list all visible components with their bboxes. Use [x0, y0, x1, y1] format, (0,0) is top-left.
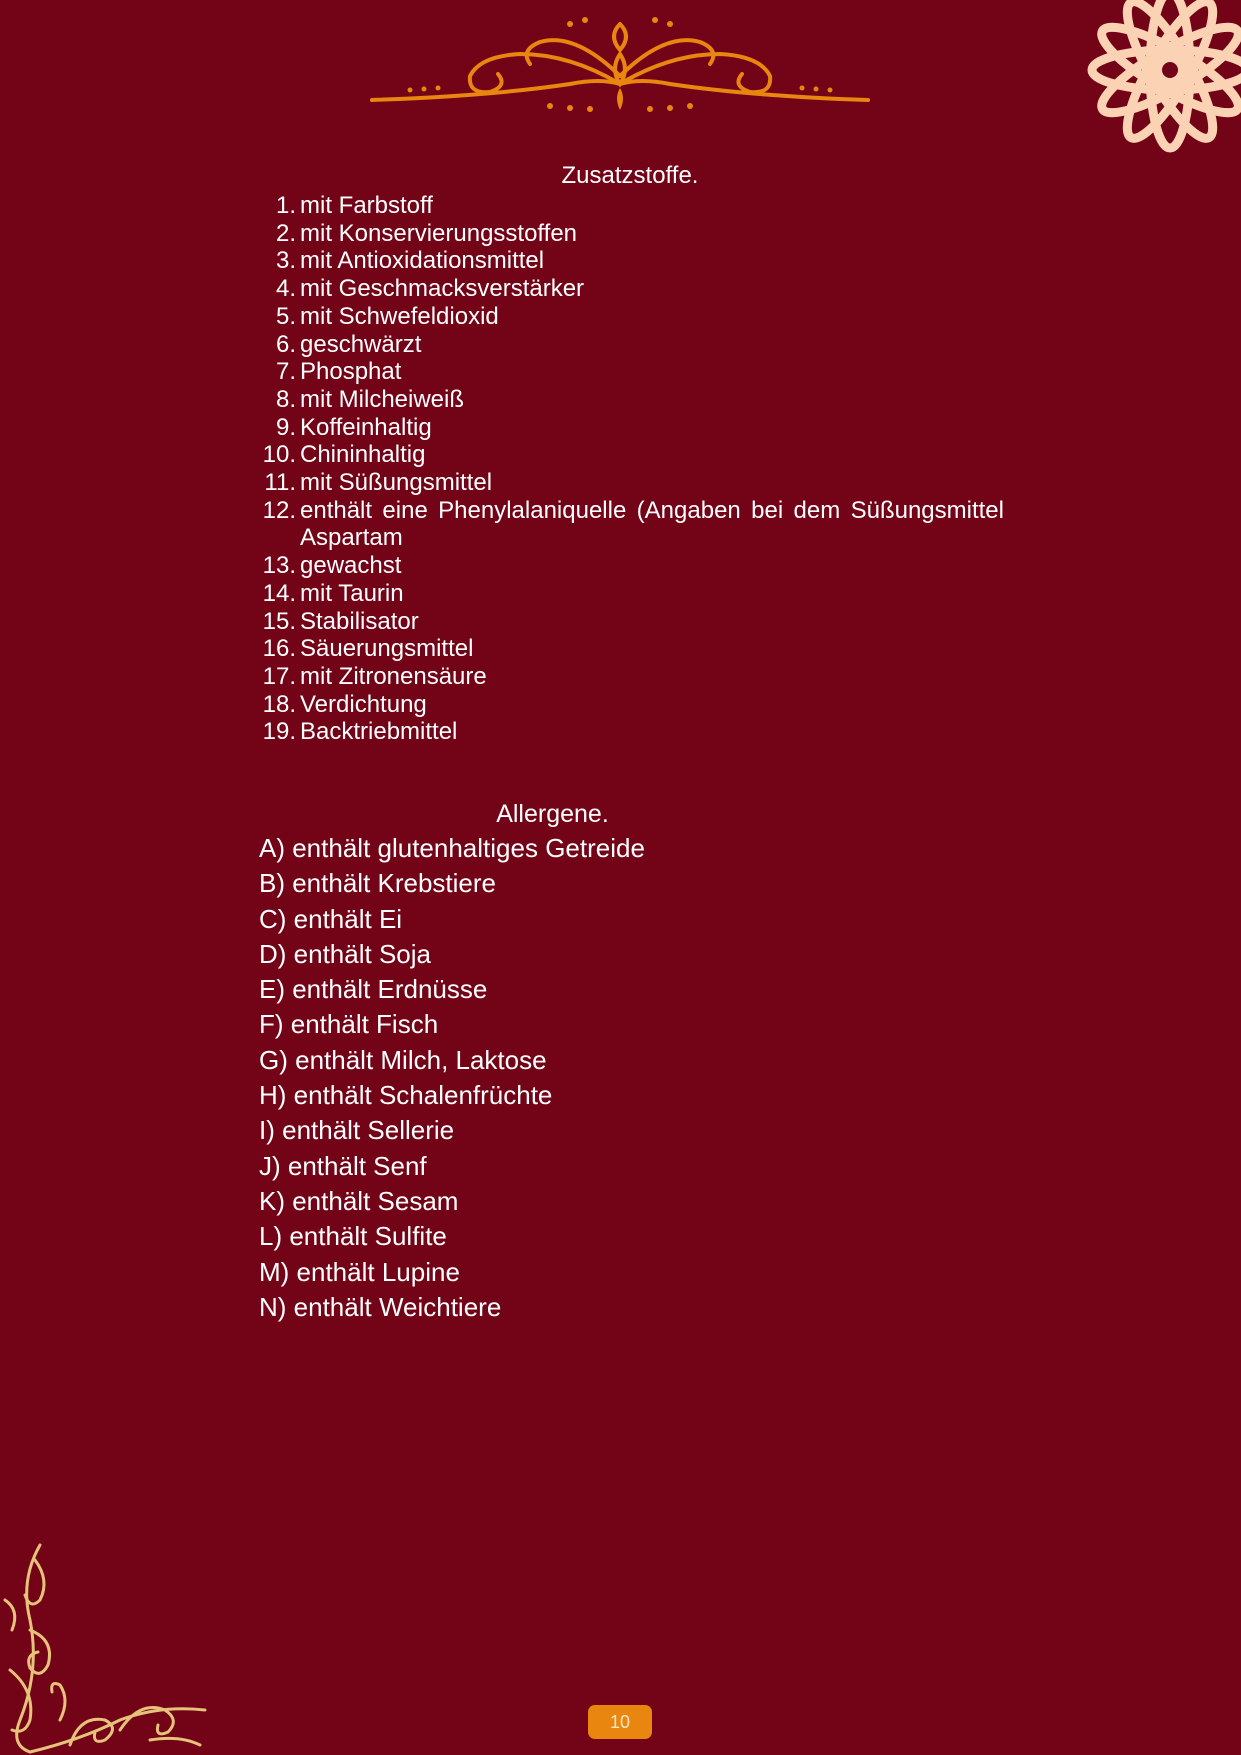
allergen-item: N) enthält Weichtiere — [259, 1291, 502, 1322]
additive-item — [250, 275, 1004, 303]
additive-number: 18. — [262, 690, 296, 718]
additive-item — [250, 469, 1004, 497]
additive-number: 5. — [275, 302, 296, 330]
additive-text: mit Schwefeldioxid — [300, 302, 499, 330]
additive-text: Chininhaltig — [300, 441, 426, 469]
additive-number: 4. — [275, 275, 296, 303]
allergen-item: K) enthält Sesam — [259, 1185, 459, 1216]
additive-number: 10. — [262, 441, 296, 469]
additive-number: 13. — [262, 552, 296, 580]
additive-text: mit Konservierungsstoffen — [300, 219, 578, 247]
allergen-item: C) enthält Ei — [259, 903, 403, 934]
additive-text: Stabilisator — [300, 607, 419, 635]
additive-text: gewachst — [300, 552, 402, 580]
additive-text: mit Geschmacksverstärker — [300, 275, 585, 303]
allergen-item: I) enthält Sellerie — [259, 1115, 455, 1146]
additive-item — [250, 192, 1004, 220]
additive-number: 12. — [262, 496, 296, 524]
additive-item — [250, 331, 1004, 359]
allergens-title: Allergene. — [496, 800, 609, 828]
additive-item — [250, 580, 1004, 608]
additive-text: mit Antioxidationsmittel — [300, 247, 545, 275]
additive-number: 9. — [275, 413, 296, 441]
additive-number: 16. — [262, 635, 296, 663]
additive-text: Säuerungsmittel — [300, 635, 474, 663]
allergen-item: B) enthält Krebstiere — [259, 868, 497, 899]
additive-number: 6. — [275, 330, 296, 358]
allergen-item: M) enthält Lupine — [259, 1256, 460, 1287]
additive-text: mit Süßungsmittel — [300, 469, 493, 497]
additive-item — [250, 663, 1004, 691]
allergens-list — [259, 831, 645, 1325]
additive-text: mit Farbstoff — [300, 192, 433, 219]
additive-text: Koffeinhaltig — [300, 413, 432, 441]
additive-number: 1. — [275, 192, 296, 219]
additive-item — [250, 414, 1004, 442]
additive-number: 2. — [275, 219, 296, 247]
additive-item — [250, 635, 1004, 663]
additive-number: 3. — [275, 247, 296, 275]
additive-item — [250, 303, 1004, 331]
additive-item — [250, 552, 1004, 580]
additive-text: mit Milcheiweiß — [300, 385, 465, 413]
allergen-item: J) enthält Senf — [259, 1150, 427, 1181]
additive-item — [250, 497, 1004, 552]
additives-title: Zusatzstoffe. — [561, 162, 699, 189]
allergen-item: A) enthält glutenhaltiges Getreide — [259, 833, 645, 863]
additive-text: geschwärzt — [300, 330, 422, 358]
additive-number: 19. — [262, 718, 296, 746]
additive-item — [250, 441, 1004, 469]
additive-text: Backtriebmittel — [300, 718, 458, 746]
additive-number: 14. — [262, 579, 296, 607]
decorative-ornament-top — [370, 14, 870, 116]
page-number-badge: 10 — [588, 1705, 652, 1739]
additive-number: 8. — [275, 385, 296, 413]
additive-item — [250, 608, 1004, 636]
additive-number: 15. — [262, 607, 296, 635]
additive-number: 11. — [264, 469, 296, 497]
allergen-item: G) enthält Milch, Laktose — [259, 1044, 547, 1075]
additive-text: enthält eine Phenylalaniquelle (Angaben bei dem Süßungsmittel Aspartam — [300, 496, 1004, 552]
additive-text: Phosphat — [300, 358, 402, 386]
allergen-item: F) enthält Fisch — [259, 1009, 439, 1040]
allergen-item: D) enthält Soja — [259, 938, 431, 969]
additive-item — [250, 718, 1004, 746]
corner-swirl-ornament — [0, 1540, 215, 1755]
additive-text: mit Zitronensäure — [300, 662, 487, 690]
additive-item — [250, 358, 1004, 386]
additives-list — [250, 192, 1004, 746]
allergen-item: E) enthält Erdnüsse — [259, 974, 488, 1005]
mandala-flower-icon — [1070, 0, 1241, 170]
additive-text: mit Taurin — [300, 579, 404, 607]
additive-text: Verdichtung — [300, 690, 427, 718]
additive-item — [250, 247, 1004, 275]
allergen-item: L) enthält Sulfite — [259, 1221, 447, 1252]
additive-item — [250, 220, 1004, 248]
additive-item — [250, 386, 1004, 414]
additive-number: 17. — [262, 662, 296, 690]
additive-item — [250, 691, 1004, 719]
allergen-item: H) enthält Schalenfrüchte — [259, 1080, 553, 1111]
additive-number: 7. — [275, 358, 296, 386]
